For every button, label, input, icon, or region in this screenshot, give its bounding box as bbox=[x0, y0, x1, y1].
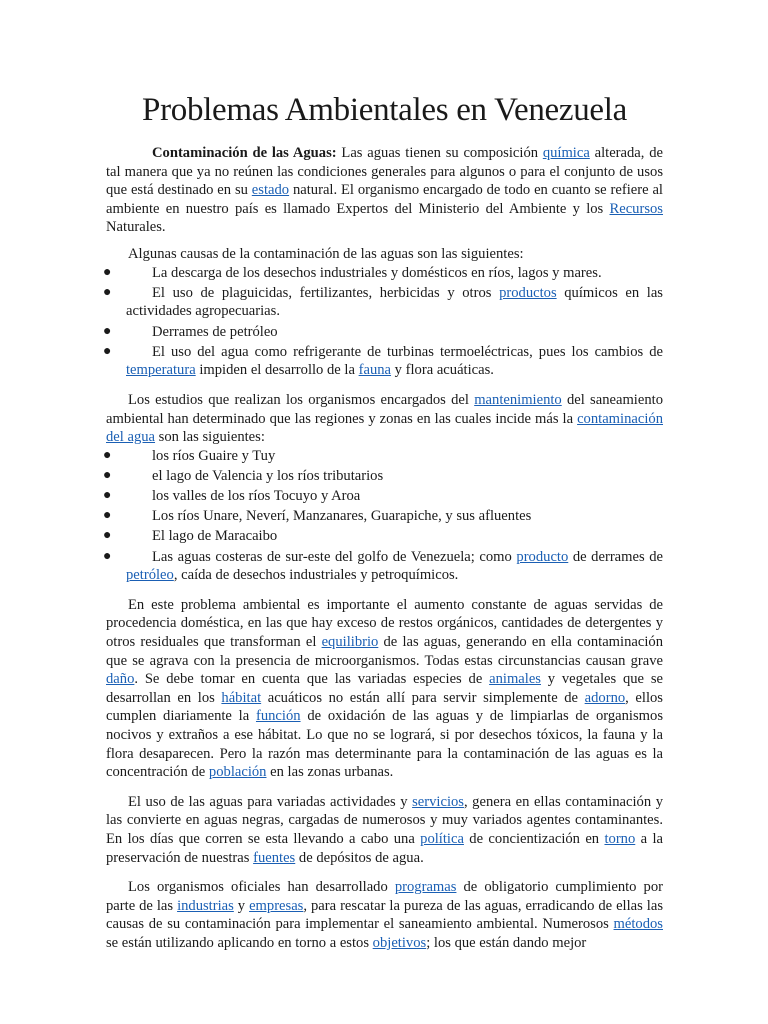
bullet-icon: ● bbox=[103, 548, 112, 564]
section-heading: Contaminación de las Aguas: bbox=[152, 145, 337, 161]
list-item: ● El uso del agua como refrigerante de turbinas termoeléctricas, pues los cambios de temperatura impiden el desarrollo de la fauna y flora acuáticas. bbox=[103, 343, 663, 379]
link-habitat[interactable]: hábitat bbox=[221, 689, 262, 706]
link-objetivos[interactable]: objetivos bbox=[372, 934, 427, 951]
bullet-icon: ● bbox=[103, 508, 112, 524]
paragraph-problema-ambiental: En este problema ambiental es importante el aumento constante de aguas servidas de procedencia doméstica, en las que hay exceso de restos orgánicos, cantidades de detergentes y otros residuales que transforman el equilibrio de las aguas, generando en ella contaminación que se agrava con la presencia de microorganismos. Todas estas circunstancias causan grave daño. Se debe tomar en cuenta que las variadas especies de animales y vegetales que se desarrollan en los hábitat acuáticos no están allí para servir simplemente de adorno, ellos cumplen diariamente la función de oxidación de las aguas y de limpiarlas de organismos nocivos y extraños a ese hábitat. Lo que no se logrará, si por desechos tóxicos, la fauna y la flora desaparecen. Pero la razón mas determinante para la contaminación de las aguas es la concentración de población en las zonas urbanas. bbox=[106, 596, 663, 781]
link-fauna[interactable]: fauna bbox=[358, 362, 392, 379]
bullet-icon: ● bbox=[103, 323, 112, 339]
page-title: Problemas Ambientales en Venezuela bbox=[142, 92, 627, 128]
link-torno[interactable]: torno bbox=[604, 830, 636, 847]
list-item: ● Las aguas costeras de sur-este del golfo de Venezuela; como producto de derrames de petróleo, caída de desechos industriales y petroquímicos. bbox=[103, 548, 663, 584]
link-fuentes[interactable]: fuentes bbox=[253, 849, 296, 866]
zones-list bbox=[103, 447, 663, 585]
list-item: ● los ríos Guaire y Tuy bbox=[103, 447, 276, 464]
link-funcion[interactable]: función bbox=[255, 708, 301, 725]
link-industrias[interactable]: industrias bbox=[177, 897, 234, 914]
link-producto[interactable]: producto bbox=[516, 548, 569, 565]
list-item: ● El uso de plaguicidas, fertilizantes, herbicidas y otros productos químicos en las actividades agropecuarias. bbox=[103, 284, 663, 320]
paragraph-organismos-oficiales: Los organismos oficiales han desarrollado programas de obligatorio cumplimiento por parte de las industrias y empresas, para rescatar la pureza de las aguas, erradicando de ellas las causas de su contaminación para implementar el saneamiento ambiental. Numerosos métodos se están utilizando aplicando en torno a estos objetivos; los que están dando mejor bbox=[106, 879, 664, 951]
paragraph-estudios: Los estudios que realizan los organismos encargados del mantenimiento del saneamiento ambiental han determinado que las regiones y zonas en las cuales incide más la contaminación del agua son las siguientes: bbox=[106, 391, 663, 446]
bullet-icon: ● bbox=[103, 264, 112, 280]
link-petroleo[interactable]: petróleo bbox=[126, 567, 174, 584]
list-item: ● La descarga de los desechos industriales y domésticos en ríos, lagos y mares. bbox=[103, 264, 602, 281]
link-mantenimiento[interactable]: mantenimiento bbox=[474, 391, 562, 408]
link-adorno[interactable]: adorno bbox=[584, 689, 626, 706]
paragraph-uso-aguas: El uso de las aguas para variadas actividades y servicios, genera en ellas contaminación y las convierte en aguas negras, cargadas de numerosos y muy variados agentes contaminantes. En los días que corren se esta llevando a cabo una política de concientización en torno a la preservación de nuestras fuentes de depósitos de agua. bbox=[106, 793, 663, 866]
link-productos[interactable]: productos bbox=[499, 284, 557, 301]
bullet-icon: ● bbox=[103, 488, 112, 504]
bullet-icon: ● bbox=[103, 528, 112, 544]
list-item: ● Derrames de petróleo bbox=[103, 323, 278, 340]
bullet-icon: ● bbox=[103, 343, 112, 359]
link-servicios[interactable]: servicios bbox=[412, 793, 464, 810]
paragraph-contaminacion-aguas: Contaminación de las Aguas: Las aguas tienen su composición química alterada, de tal manera que ya no reúnen las condiciones generales para algunos o para el conjunto de usos que está destinado en su estado natural. El organismo encargado de todo en cuanto se refiere al ambiente en nuestro país es llamado Expertos del Ministerio del Ambiente y los Recursos Naturales. bbox=[106, 145, 663, 236]
link-estado[interactable]: estado bbox=[251, 182, 290, 199]
bullet-icon: ● bbox=[103, 447, 112, 463]
link-recursos[interactable]: Recursos bbox=[609, 200, 663, 217]
list-item: ● Los ríos Unare, Neverí, Manzanares, Guarapiche, y sus afluentes bbox=[103, 508, 532, 525]
link-temperatura[interactable]: temperatura bbox=[126, 362, 196, 379]
link-metodos[interactable]: métodos bbox=[613, 916, 663, 933]
bullet-icon: ● bbox=[103, 467, 112, 483]
list-item: ● El lago de Maracaibo bbox=[103, 528, 278, 545]
link-contaminacion-del-agua[interactable]: contaminación del agua bbox=[106, 410, 663, 446]
link-quimica[interactable]: química bbox=[542, 145, 590, 161]
link-dano[interactable]: daño bbox=[106, 671, 135, 688]
link-animales[interactable]: animales bbox=[489, 671, 541, 688]
paragraph-causes-intro: Algunas causas de la contaminación de las aguas son las siguientes: bbox=[128, 245, 524, 262]
list-item: ● el lago de Valencia y los ríos tributarios bbox=[103, 467, 384, 484]
bullet-icon: ● bbox=[103, 284, 112, 300]
causes-list bbox=[103, 264, 663, 380]
link-poblacion[interactable]: población bbox=[208, 764, 267, 781]
link-empresas[interactable]: empresas bbox=[249, 897, 304, 914]
link-politica[interactable]: política bbox=[420, 830, 464, 847]
link-equilibrio[interactable]: equilibrio bbox=[321, 634, 379, 650]
list-item: ● los valles de los ríos Tocuyo y Aroa bbox=[103, 488, 361, 505]
link-programas[interactable]: programas bbox=[394, 879, 457, 896]
